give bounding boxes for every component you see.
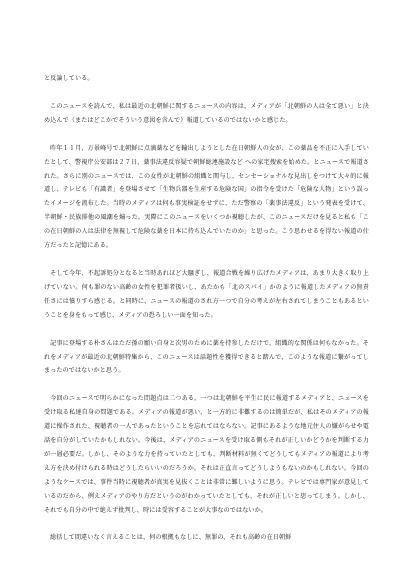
paragraph-gap <box>44 86 369 100</box>
paragraph-media-irresponsibility: そして今年、不起訴処分となると当時あれほど大騒ぎし、報道合戦を繰り広げたメディアは、あまり大きく取り上げていない。何も罪のない高齢の女性を犯罪者扱いし、あたかも「北のスパイ」かのように報道したメディアの無責任さには憤りすら感じる。と同時に、ニュースの報道のされ方一つで自分の考えが左右されてしまうこともあるということを身をもって感じ、メディアの恐ろしい一面を知った。 <box>44 269 369 319</box>
paragraph-gap <box>44 253 369 267</box>
paragraph-gap <box>44 128 369 142</box>
paragraph-conclusion: 総括して間違いなく言えることは、何の根拠もなしに、無罪の、それも高齢の在日朝鮮 <box>50 534 292 542</box>
document-page <box>44 72 369 545</box>
paragraph-gap <box>44 323 369 337</box>
paragraph-case-background: 昨年１１月、万景峰号で北朝鮮に点滴薬などを輸出しようとした在日朝鮮人の女が、この薬品を不正に入手していたとして、警視庁公安部は２７日、薬事法違反容疑で朝鮮総連施設など への家宅捜索を始めた。とニュースで報道された。さらに別のニュースでは、この女性が北朝鮮の組織と関与し、センセーショナルな見出しをつけて大々的に報道し、テレビも「有識者」を登場させて「生物兵器を生産する危険な国」の指令を受けた「危険な人物」という誤ったイメージを流布した。当時のメディアは何も事実検証をせずに、ただ警察の「薬事法違反」という発表を受けて、半朝鮮・民族排他の風潮を煽った。実際にこのニュースをいくつか視聴したが、このニュースだけを見ると私も「この在日朝鮮の人は法律を無視して危険な薬を日本に持ち込んでいたのか」と思った。こう思わせるを得ない報道の仕方だったと記憶にある。 <box>44 144 369 250</box>
paragraph-opinion: このニュースを読んで、私は最近の北朝鮮に関するニュースの内容は、メディアが「北朝鮮の人は全て悪い」と決め込んで（またはどこかでそういう意図を含んで）報道しているのではないかと感じた。 <box>44 102 369 124</box>
paragraph-gap <box>44 378 369 392</box>
paragraph-rebuttal: と反論している。 <box>44 75 94 82</box>
paragraph-article-subject: 記事に登場する朴さんはただ孫の願い自身と次男のために薬を持参しただけで、組織的な関係は何もなかった。それをメディアが最近の北朝鮮特集から、このニュースは話題性を獲得できると踏んで、このような報道に繋がってしまったのではないかと思う。 <box>44 339 369 375</box>
paragraph-problems: 今回のニュースで明らかになった問題点は二つある。一つは北朝鮮を平生に民に報道するメディアと、ニュースを受け取る私達自身の問題である。メディアの報道が悪い、と一方的に非難するのは簡単だが、私はそのメディアの報道に操作された、視聴者の一人であったということを忘れてはならない。記事にあるような地元住人の嫌がらせや電話を自分がしていたかもしれない。今後は、メディアのニュースを受け取る側もそれが正しいかどうかを判断する力が一層必要だ。しかし、そのような力を持っていたとしても、判断材料が無くてどうしてもメディアの報道により考え方を決め付けられる時はどうしたらいいのだろうか。それは正直言ってどうしようもないのかもしれない。今回のようなケースでは、事件当時に視聴者が真実を見抜くことは非常に難しいように思う。テレビでは専門家が意見しているのだから、例えメディアのやり方だというのがわかっていたとしても、それが正しいと思ってしまう。しかし、それでも自分の中で絶えず批判し、時には受容することが大事なのではないか。 <box>44 395 369 514</box>
paragraph-gap <box>44 517 369 531</box>
